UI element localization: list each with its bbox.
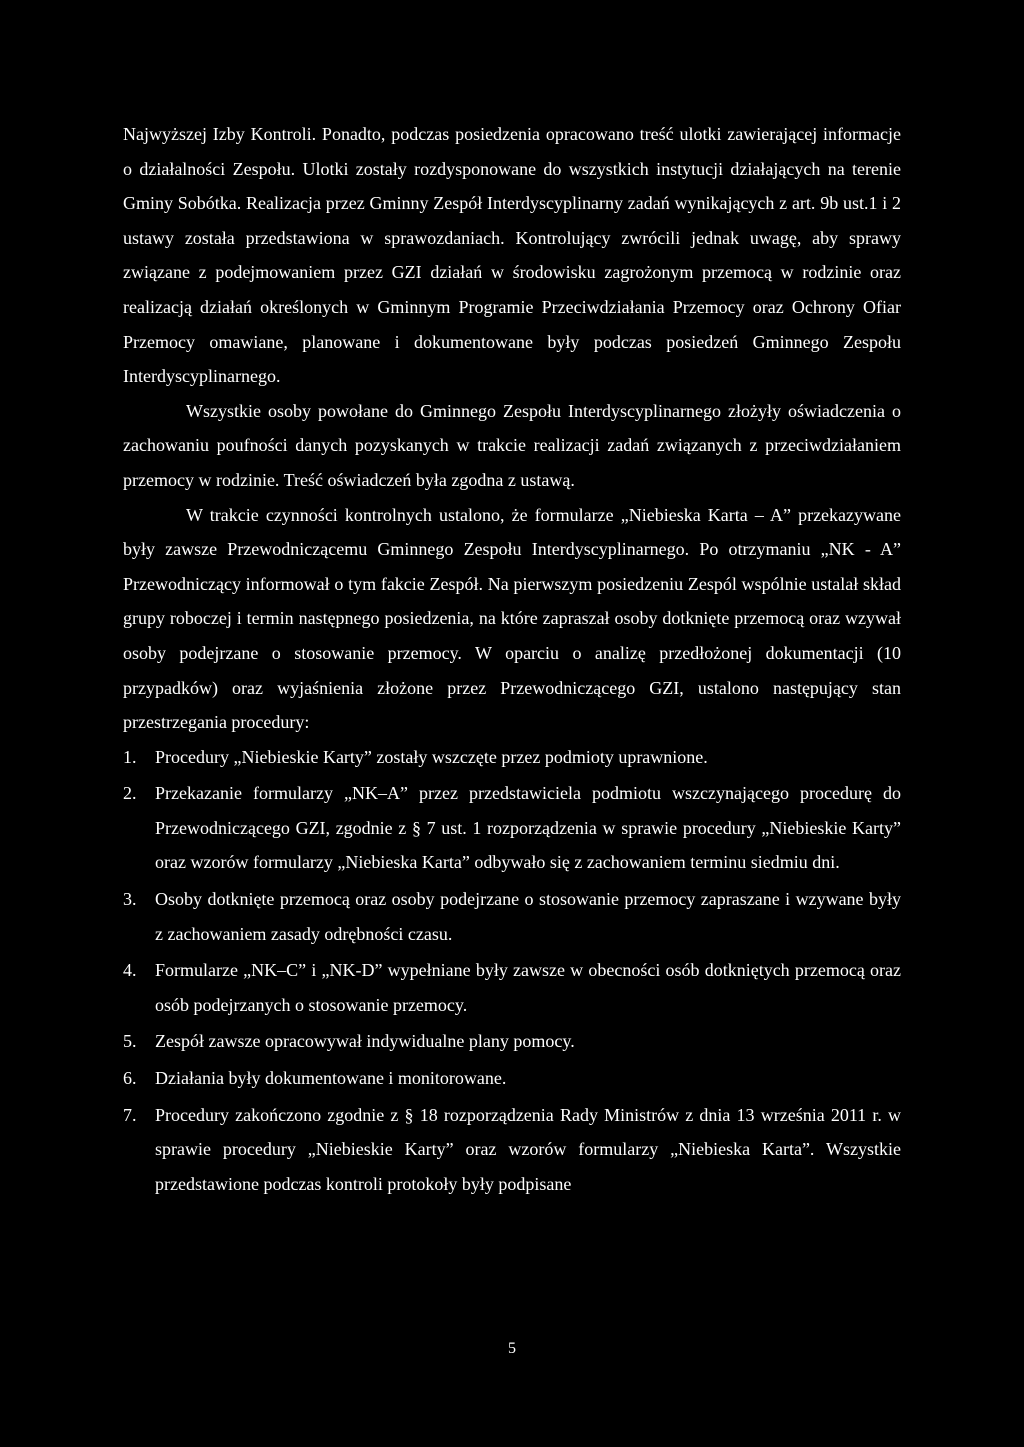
- list-item-text: Procedury zakończono zgodnie z § 18 rozporządzenia Rady Ministrów z dnia 13 września 2011 r. w sprawie procedury „Niebieskie Karty” oraz wzorów formularzy „Niebieska Karta”. Wszystkie przedstawione podczas kontroli protokoły były podpisane: [155, 1104, 901, 1194]
- list-item-number: 3.: [123, 889, 137, 910]
- list-item-text: Formularze „NK–C” i „NK-D” wypełniane były zawsze w obecności osób dotkniętych przemocą oraz osób podejrzanych o stosowanie przemocy.: [155, 960, 901, 1015]
- list-item: [123, 1061, 901, 1096]
- list-item-text: Przekazanie formularzy „NK–A” przez przedstawiciela podmiotu wszczynającego procedurę do Przewodniczącego GZI, zgodnie z § 7 ust. 1 rozporządzenia w sprawie procedury „Niebieskie Karty” oraz wzorów formularzy „Niebieska Karta” odbywało się z zachowaniem terminu siedmiu dni.: [155, 783, 901, 873]
- list-item: [123, 740, 901, 775]
- paragraph-control-findings: W trakcie czynności kontrolnych ustalono, że formularze „Niebieska Karta – A” przekazywane były zawsze Przewodniczącemu Gminnego Zespołu Interdyscyplinarnego. Po otrzymaniu „NK - A” Przewodniczący informował o tym fakcie Zespół. Na pierwszym posiedzeniu Zespól wspólnie ustalał skład grupy roboczej i termin następnego posiedzenia, na które zapraszał osoby dotknięte przemocą oraz wzywał osoby podejrzane o stosowanie przemocy. W oparciu o analizę przedłożonej dokumentacji (10 przypadków) oraz wyjaśnienia złożone przez Przewodniczącego GZI, ustalono następujący stan przestrzegania procedury:: [123, 504, 901, 733]
- list-item-text: Procedury „Niebieskie Karty” zostały wszczęte przez podmioty uprawnione.: [155, 746, 708, 767]
- list-item: [123, 1098, 901, 1202]
- list-item-number: 1.: [123, 746, 137, 767]
- list-item-text: Działania były dokumentowane i monitorowane.: [155, 1068, 507, 1089]
- list-item-number: 7.: [123, 1104, 137, 1125]
- paragraph-nik-control: Najwyższej Izby Kontroli. Ponadto, podczas posiedzenia opracowano treść ulotki zawierającej informacje o działalności Zespołu. Ulotki zostały rozdysponowane do wszystkich instytucji działających na terenie Gminy Sobótka. Realizacja przez Gminny Zespół Interdyscyplinarny zadań wynikających z art. 9b ust.1 i 2 ustawy została przedstawiona w sprawozdaniach. Kontrolujący zwrócili jednak uwagę, aby sprawy związane z podejmowaniem przez GZI działań w środowisku zagrożonym przemocą w rodzinie oraz realizacją działań określonych w Gminnym Programie Przeciwdziałania Przemocy oraz Ochrony Ofiar Przemocy omawiane, planowane i dokumentowane były podczas posiedzeń Gminnego Zespołu Interdyscyplinarnego.: [123, 124, 901, 387]
- list-item-number: 6.: [123, 1068, 137, 1089]
- list-item: [123, 882, 901, 951]
- list-item-text: Zespół zawsze opracowywał indywidualne plany pomocy.: [155, 1031, 575, 1052]
- page-number: 5: [508, 1340, 516, 1357]
- paragraph-confidentiality: Wszystkie osoby powołane do Gminnego Zespołu Interdyscyplinarnego złożyły oświadczenia o zachowaniu poufności danych pozyskanych w trakcie realizacji zadań związanych z przeciwdziałaniem przemocy w rodzinie. Treść oświadczeń była zgodna z ustawą.: [123, 400, 901, 490]
- list-item: [123, 953, 901, 1022]
- list-item-number: 4.: [123, 960, 137, 981]
- list-item-number: 5.: [123, 1031, 137, 1052]
- list-item-text: Osoby dotknięte przemocą oraz osoby podejrzane o stosowanie przemocy zapraszane i wzywane były z zachowaniem zasady odrębności czasu.: [155, 889, 901, 944]
- procedure-list: [123, 740, 901, 1202]
- list-item-number: 2.: [123, 783, 137, 804]
- document-body: [123, 117, 901, 1203]
- list-item: [123, 1024, 901, 1059]
- list-item: [123, 776, 901, 880]
